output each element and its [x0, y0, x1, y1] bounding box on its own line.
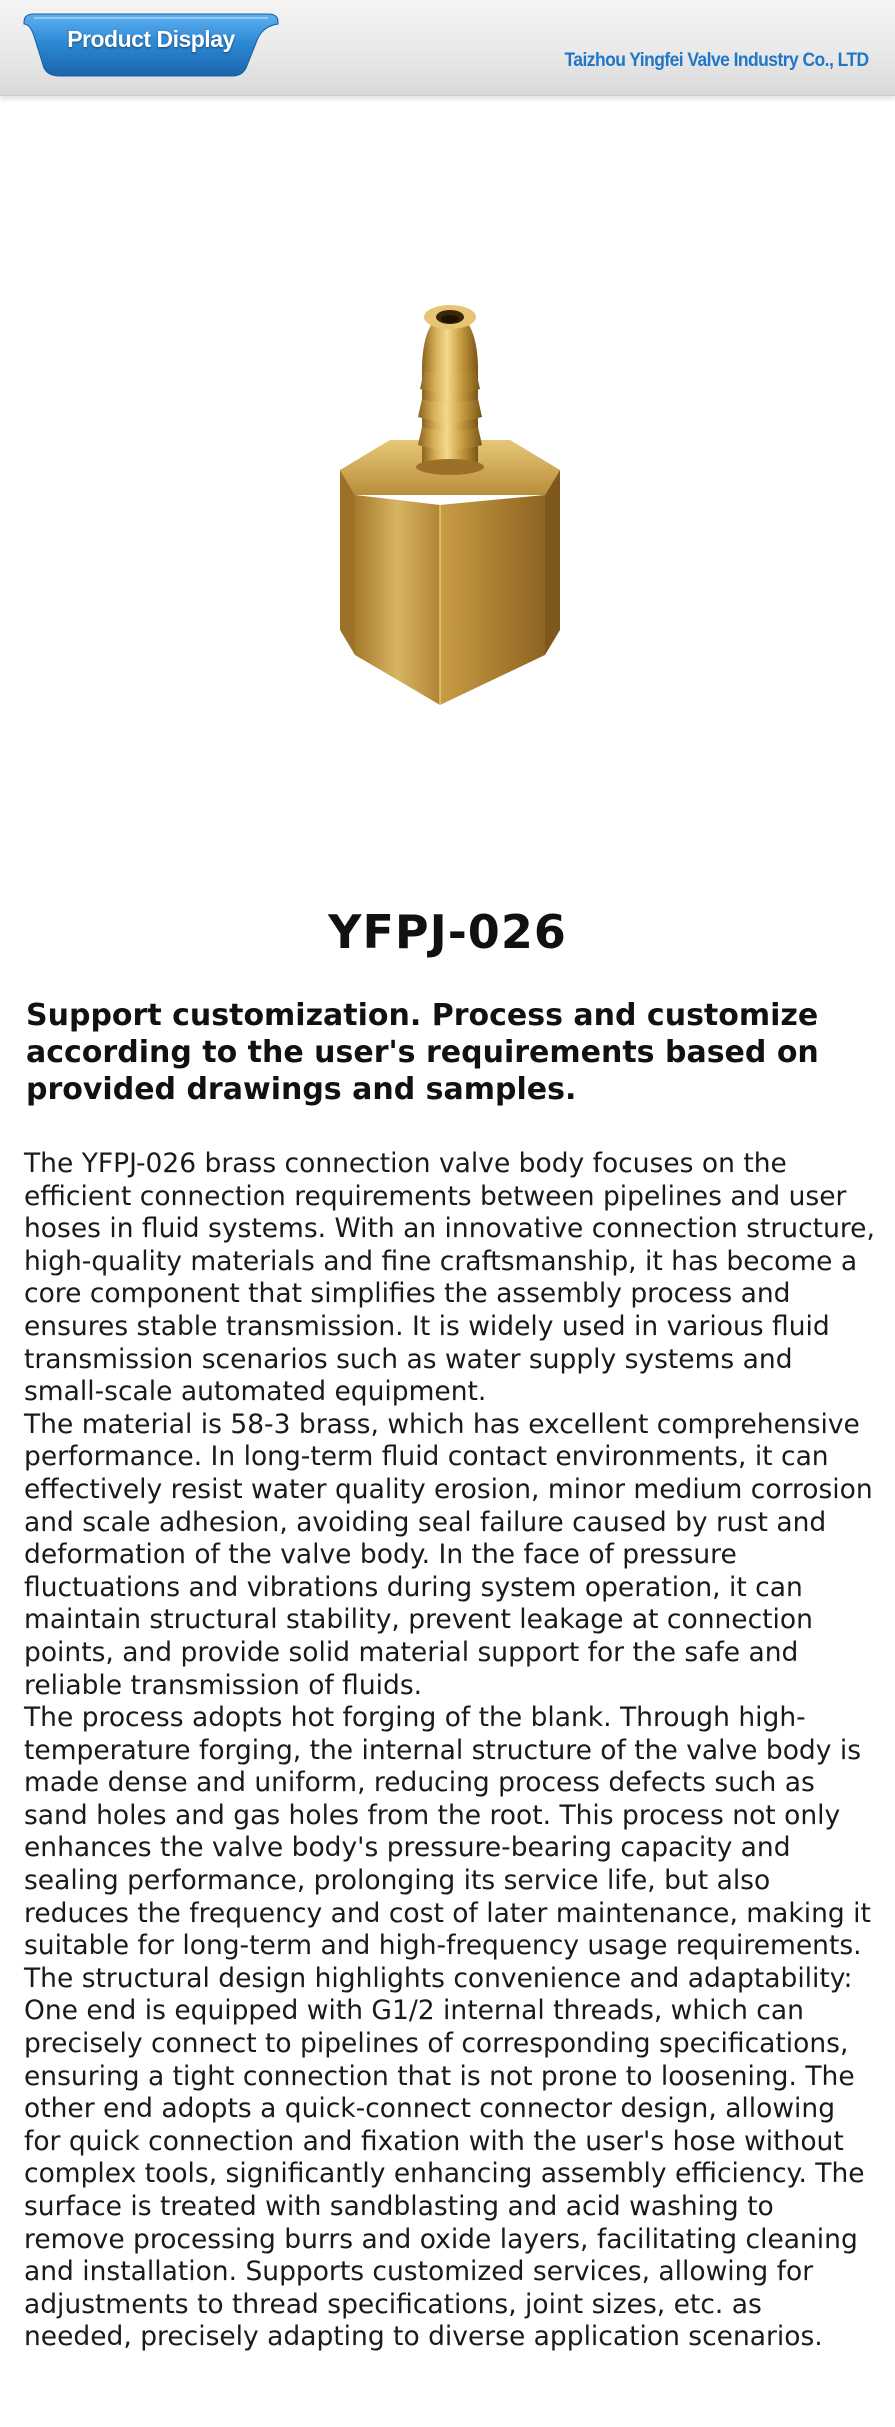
customization-headline: Support customization. Process and customize according to the user's requirements based on provided drawings and samples. [26, 998, 819, 1107]
description-paragraph: The structural design highlights convenience and adaptability: One end is equipped with G1/2 internal threads, which can precisely connect to pipelines of corresponding specifications, ensuring a tight connection that is not prone to loosening. The other end adopts a quick-connect connector design, allowing for quick connection and fixation with the user's hose without complex tools, significantly enhancing assembly efficiency. The surface is treated with sandblasting and acid washing to remove processing burrs and oxide layers, facilitating cleaning and installation. Supports customized services, allowing for adjustments to thread specifications, joint sizes, etc. as needed, precisely adapting to diverse application scenarios. [24, 1962, 865, 2353]
company-name: Taizhou Yingfei Valve Industry Co., LTD [564, 50, 869, 71]
description-paragraph: The material is 58-3 brass, which has excellent comprehensive performance. In long-term fluid contact environments, it can effectively resist water quality erosion, minor medium corrosion and scale adhesion, avoiding seal failure caused by rust and deformation of the valve body. In the face of pressure fluctuations and vibrations during system operation, it can maintain structural stability, prevent leakage at connection points, and provide solid material support for the safe and reliable transmission of fluids. [24, 1408, 873, 1701]
tab-label: Product Display [67, 26, 235, 52]
product-display-tab[interactable] [20, 12, 282, 78]
product-photo [320, 295, 580, 725]
description-paragraph: The YFPJ-026 brass connection valve body focuses on the efficient connection requirements between pipelines and user hoses in fluid systems. With an innovative connection structure, high-quality materials and fine craftsmanship, it has become a core component that simplifies the assembly process and ensures stable transmission. It is widely used in various fluid transmission scenarios such as water supply systems and small-scale automated equipment. [24, 1148, 875, 1408]
description-paragraph: The process adopts hot forging of the blank. Through high-temperature forging, the internal structure of the valve body is made dense and uniform, reducing process defects such as sand holes and gas holes from the root. This process not only enhances the valve body's pressure-bearing capacity and sealing performance, prolonging its service life, but also reduces the frequency and cost of later maintenance, making it suitable for long-term and high-frequency usage requirements. [24, 1702, 871, 1962]
brass-fitting-icon [320, 295, 580, 725]
product-description [24, 1148, 876, 2354]
page-header [0, 0, 895, 96]
product-model: YFPJ-026 [328, 905, 567, 959]
